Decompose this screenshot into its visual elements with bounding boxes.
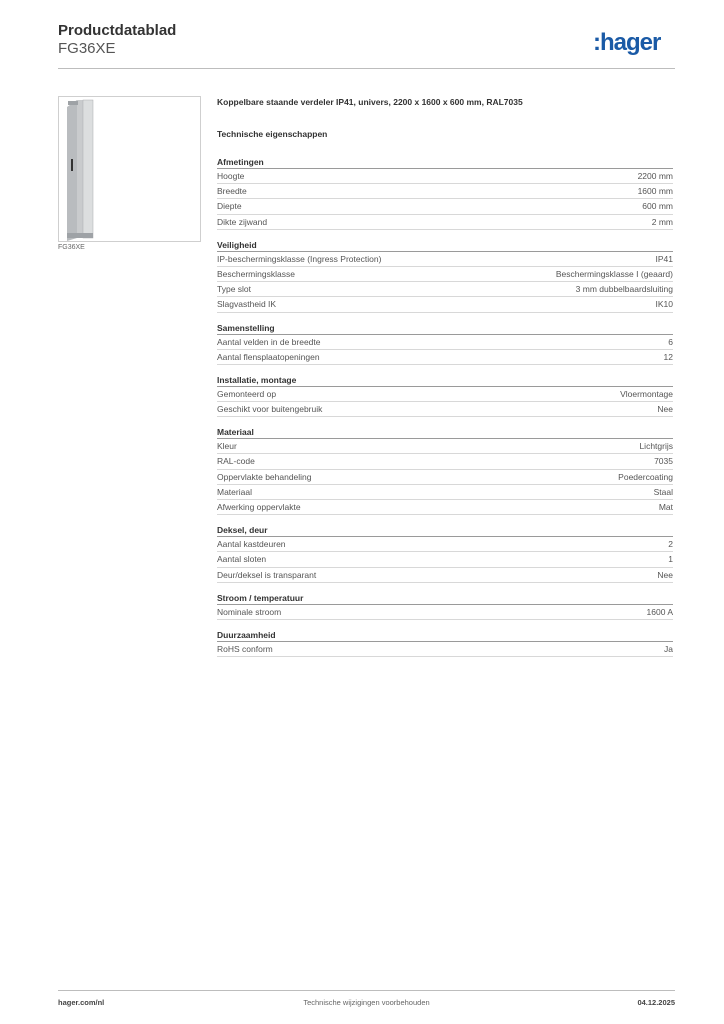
spec-label: Diepte <box>217 201 242 212</box>
spec-label: Aantal sloten <box>217 554 267 565</box>
spec-group-title: Materiaal <box>217 426 673 439</box>
spec-row <box>217 568 673 583</box>
spec-row <box>217 267 673 282</box>
cabinet-illustration <box>59 97 200 241</box>
spec-row <box>217 297 673 312</box>
spec-label: Slagvastheid IK <box>217 299 277 310</box>
spec-group <box>217 592 673 620</box>
spec-value: 7035 <box>654 456 673 467</box>
spec-label: Aantal flensplaatopeningen <box>217 351 320 362</box>
spec-row <box>217 537 673 552</box>
spec-label: Aantal kastdeuren <box>217 539 286 550</box>
spec-groups <box>217 156 673 657</box>
product-code: FG36XE <box>58 40 116 57</box>
spec-value: IK10 <box>655 299 673 310</box>
spec-row <box>217 500 673 515</box>
spec-row <box>217 387 673 402</box>
spec-label: Deur/deksel is transparant <box>217 569 317 580</box>
spec-value: 3 mm dubbelbaardsluiting <box>575 284 673 295</box>
spec-label: Breedte <box>217 186 247 197</box>
spec-row <box>217 402 673 417</box>
spec-label: Type slot <box>217 284 252 295</box>
spec-label: IP-beschermingsklasse (Ingress Protection) <box>217 253 382 264</box>
image-caption: FG36XE <box>58 244 85 251</box>
spec-value: 600 mm <box>642 201 673 212</box>
spec-row <box>217 199 673 214</box>
spec-value: 6 <box>668 336 673 347</box>
spec-group-title: Veiligheid <box>217 239 673 252</box>
footer-divider <box>58 990 675 991</box>
spec-label: Materiaal <box>217 486 252 497</box>
spec-label: Geschikt voor buitengebruik <box>217 404 323 415</box>
product-name: Koppelbare staande verdeler IP41, univers, 2200 x 1600 x 600 mm, RAL7035 <box>217 97 523 107</box>
hager-logo-text: :hager <box>593 30 661 56</box>
document-title: Productdatablad <box>58 22 177 39</box>
spec-row <box>217 169 673 184</box>
spec-group <box>217 156 673 230</box>
spec-label: Oppervlakte behandeling <box>217 471 312 482</box>
spec-value: Mat <box>658 502 673 512</box>
hager-logo <box>593 30 675 56</box>
spec-group <box>217 322 673 365</box>
spec-content <box>217 97 673 666</box>
spec-group-title: Samenstelling <box>217 322 673 335</box>
spec-label: Nominale stroom <box>217 606 282 617</box>
spec-value: Ja <box>664 643 673 654</box>
spec-label: RAL-code <box>217 456 255 467</box>
spec-value: Poedercoating <box>618 471 673 482</box>
spec-group-title: Duurzaamheid <box>217 629 673 642</box>
spec-value: IP41 <box>655 253 673 264</box>
spec-value: Nee <box>657 569 673 580</box>
spec-row <box>217 215 673 230</box>
spec-label: Dikte zijwand <box>217 216 268 227</box>
spec-row <box>217 184 673 199</box>
spec-group-title: Stroom / temperatuur <box>217 592 673 605</box>
spec-value: Vloermontage <box>620 388 673 399</box>
section-title: Technische eigenschappen <box>217 129 328 139</box>
spec-row <box>217 485 673 500</box>
spec-group-title: Installatie, montage <box>217 374 673 387</box>
spec-label: Beschermingsklasse <box>217 268 295 279</box>
spec-label: Hoogte <box>217 171 245 181</box>
spec-group-title: Afmetingen <box>217 156 673 169</box>
spec-group-title: Deksel, deur <box>217 524 673 537</box>
spec-label: Afwerking oppervlakte <box>217 502 301 512</box>
spec-value: Lichtgrijs <box>639 441 673 452</box>
spec-row <box>217 454 673 469</box>
spec-value: 2200 mm <box>637 171 673 181</box>
spec-group <box>217 629 673 657</box>
spec-group <box>217 524 673 583</box>
spec-value: 12 <box>663 351 673 362</box>
spec-label: RoHS conform <box>217 643 273 654</box>
product-image <box>58 96 201 242</box>
spec-value: 1600 mm <box>637 186 673 197</box>
spec-row <box>217 335 673 350</box>
footer-date: 04.12.2025 <box>637 998 675 1007</box>
header-divider <box>58 68 675 69</box>
footer-notice: Technische wijzigingen voorbehouden <box>303 998 430 1007</box>
spec-row <box>217 439 673 454</box>
spec-row <box>217 350 673 365</box>
spec-label: Gemonteerd op <box>217 388 277 399</box>
spec-value: Staal <box>653 486 673 497</box>
spec-row <box>217 552 673 567</box>
spec-row <box>217 470 673 485</box>
spec-row <box>217 605 673 620</box>
spec-row <box>217 642 673 657</box>
spec-row <box>217 252 673 267</box>
page-header <box>58 22 176 58</box>
spec-value: 1 <box>668 554 673 565</box>
spec-value: 1600 A <box>646 606 673 617</box>
spec-value: 2 mm <box>651 216 673 227</box>
spec-label: Kleur <box>217 441 237 452</box>
spec-value: 2 <box>668 539 673 550</box>
spec-group <box>217 239 673 313</box>
spec-value: Beschermingsklasse I (geaard) <box>555 268 673 279</box>
spec-row <box>217 282 673 297</box>
spec-group <box>217 426 673 515</box>
footer-website: hager.com/nl <box>58 998 105 1007</box>
spec-value: Nee <box>657 404 673 415</box>
spec-label: Aantal velden in de breedte <box>217 336 321 347</box>
spec-group <box>217 374 673 417</box>
